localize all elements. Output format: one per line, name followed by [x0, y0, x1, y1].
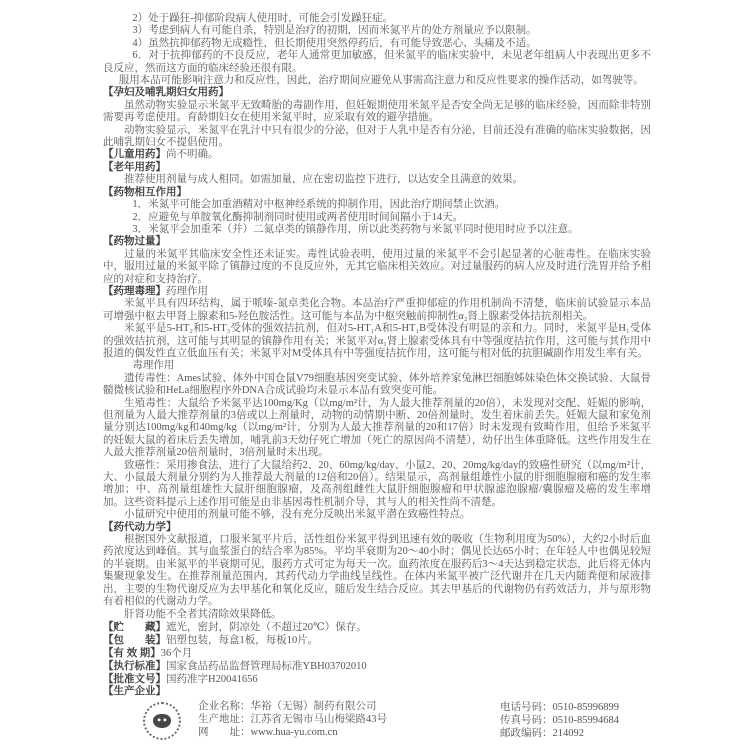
- body-paragraph: 生殖毒性：大鼠给予米氮平达100mg/Kg（以mg/m²计，为人最大推荐剂量的20倍），未发现对交配、妊娠的影响，但剂量为人最大推荐剂量的3倍或以上剂量时，动物的动情期中断、20倍剂量时，发生着床前丢失。妊娠大鼠和家兔剂量分别达100mg/kg和40mg/kg（以mg/m²计，分别为人最大推荐剂量的20和17倍）时未发现有致畸作用，但给予米氮平的妊娠大鼠的着床后丢失增加，哺乳前3天幼仔死亡增加（死亡的原因尚不清楚），幼仔出生体重降低。这些作用发生在人最大推荐剂量20倍剂量时，3倍剂量时未出现。: [103, 397, 651, 459]
- field-value: 铝塑包装，每盒1板，每板10片。: [166, 634, 319, 646]
- interaction-item: 2．应避免与单胺氧化酶抑制剂同时使用或两者使用时间间隔小于14天。: [132, 211, 464, 223]
- precaution-item: 3）考虑到病人有可能自杀，特别是治疗的初期，因而米氮平片的处方剂量应予以限制。: [132, 25, 537, 37]
- body-paragraph: 致癌性：采用掺食法，进行了大鼠给药2、20、60mg/kg/day、小鼠2、20、20mg/kg/day的致癌性研究（以mg/m²计，大、小鼠最大剂量分别约为人推荐最大剂量的12倍和20倍）。结果显示，高剂量组雄性小鼠的肝细胞腺瘤和癌的发生率增加；中、高剂量组雄性大鼠肝细胞腺瘤，及高剂组雌性大鼠肝细胞腺瘤和甲状腺滤泡腺瘤/囊腺瘤及癌的发生率增加。这些资料提示上述作用可能是由非基因毒性机制介导，其与人的相关性尚不清楚。: [103, 459, 651, 508]
- field-storage: [103, 621, 651, 634]
- section-heading-children: 【儿童用药】: [103, 149, 166, 161]
- section-heading-pharmacology: 【药理毒理】: [103, 285, 166, 297]
- field-value: 国家食品药品监督管理局标准YBH03702010: [166, 660, 367, 672]
- field-value: 遮光，密封，阴凉处（不超过20℃）保存。: [166, 621, 367, 633]
- section-heading-manufacturer: 【生产企业】: [103, 685, 166, 697]
- body-paragraph: 动物实验显示，米氮平在乳汁中只有很少的分泌，但对于人乳中是否有分泌，目前还没有准确的临床实验数据，因此哺乳期妇女不提倡使用。: [103, 124, 651, 149]
- toxicology-subhead: 毒理作用: [132, 360, 175, 372]
- section-heading-pharmacokinetics: 【药代动力学】: [103, 521, 177, 533]
- section-heading-overdose: 【药物过量】: [103, 236, 166, 248]
- field-approval-number: [103, 673, 651, 686]
- body-paragraph: 米氮平具有四环结构，属于哌嗪-氮卓类化合物。本品治疗严重抑郁症的作用机制尚不清楚，临床前试验显示本品可增强中枢去甲肾上腺素和5-羟色胺活性。这可能与本品为中枢突触前抑制性α₂肾上腺素受体拮抗剂相关。: [103, 298, 651, 322]
- section-line-children: [103, 149, 651, 161]
- field-label: 企业名称：: [198, 701, 251, 713]
- field-value: 36个月: [160, 647, 193, 659]
- field-label: 【有 效 期】: [103, 647, 161, 659]
- field-label: 电话号码：: [500, 702, 553, 714]
- manufacturer-right-column: [500, 702, 619, 740]
- section-line-pharmacology: [103, 286, 651, 298]
- interaction-item: 3．米氮平会加重苯（并）二氮卓类的镇静作用，所以此类药物与米氮平同时使用时应予以注意。: [132, 223, 579, 235]
- field-value: 0510-85994684: [552, 715, 619, 727]
- company-seal-logo-icon: [143, 702, 181, 740]
- field-value: www.hua-yu.com.cn: [250, 726, 338, 738]
- field-label: 邮政编码：: [500, 727, 553, 739]
- precaution-item: 6．对于抗抑郁药的不良反应，老年人通常更加敏感，但米氮平的临床实验中，未见老年组病人中表现出更多不良反应，然而这方面的临床经验还很有限。: [103, 50, 651, 74]
- manufacturer-block: [103, 701, 651, 743]
- company-seal-mark-icon: [153, 714, 171, 728]
- field-value: 华裕（无锡）制药有限公司: [250, 701, 377, 713]
- interaction-item: 1．米氮平可能会加重酒精对中枢神经系统的抑制作用，因此治疗期间禁止饮酒。: [132, 199, 506, 211]
- field-value: 国药准字H20041656: [166, 673, 258, 685]
- section-heading-pregnancy: 【孕妇及哺乳期妇女用药】: [103, 87, 229, 99]
- body-paragraph: 根据国外文献报道，口服米氮平片后，活性组份米氮平得到迅速有效的吸收（生物利用度为50%），大约2小时后血药浓度达到峰值。其与血浆蛋白的结合率为85%。平均半衰期为20～40小时；偶见长达65小时；在年轻人中也偶见较短的半衰期。由米氮平的半衰期可见，服药方式可定为每天一次。血药浓度在服药后3～4天达到稳定状态，此后将无体内集聚现象发生。在推荐剂量范围内，其药代动力学曲线呈线性。在体内米氮平被广泛代谢并在几天内随粪便和尿液排出，主要的生物代谢反应为去甲基化和氧化反应，随后发生结合反应。其去甲基后的代谢物仍有药效活力，并与原形物有着相似的代谢动力学。: [103, 534, 651, 608]
- section-inline-text: 尚不明确。: [166, 149, 219, 161]
- body-paragraph: 过量的米氮平其临床安全性还未证实。毒性试验表明，使用过量的米氮平不会引起显著的心脏毒性。在临床实验中，服用过量的米氮平除了镇静过度的不良反应外，无其它临床相关效应。对过量服药的病人应及时进行洗胃并给予相应的对症和支持治疗。: [103, 248, 651, 285]
- company-phone-row: [500, 702, 619, 715]
- field-label: 传真号码：: [500, 715, 553, 727]
- field-value: 江苏省无锡市马山梅梁路43号: [250, 714, 387, 726]
- body-paragraph: 推荐使用剂量与成人相同。如需加量，应在密切监控下进行，以达安全且满意的效果。: [124, 174, 523, 186]
- precaution-item: 4）虽然抗抑郁药物无成瘾性，但长期使用突然停药后，有可能导致恶心、头痛及不适。: [132, 37, 537, 49]
- field-packaging: [103, 634, 651, 647]
- field-label: 生产地址：: [198, 714, 251, 726]
- insert-text-column: [103, 13, 651, 743]
- field-label: 【包 装】: [103, 634, 166, 646]
- field-value: 0510-85996899: [552, 702, 619, 714]
- company-fax-row: [500, 715, 619, 728]
- field-label: 【贮 藏】: [103, 621, 166, 633]
- field-label: 网 址：: [198, 726, 251, 738]
- body-paragraph: 小鼠研究中使用的剂量可能不够，没有充分反映出米氮平潜在致癌性特点。: [124, 509, 471, 521]
- body-paragraph: 遗传毒性：Ames试验、体外中国仓鼠V79细胞基因突变试验、体外培养家兔淋巴细胞姊妹染色体交换试验、大鼠骨髓微核试验和HeLa细胞程序外DNA合成试验均未显示本品有致突变可能。: [103, 372, 651, 397]
- section-inline-text: 药理作用: [166, 285, 208, 297]
- field-label: 【批准文号】: [103, 673, 166, 685]
- body-paragraph: 肝肾功能不全者其清除效果降低。: [124, 608, 282, 620]
- field-standard: [103, 660, 651, 673]
- field-value: 214092: [552, 727, 584, 739]
- section-heading-elderly: 【老年用药】: [103, 161, 166, 173]
- field-shelf-life: [103, 647, 651, 660]
- precaution-item: 2）处于躁狂-抑郁阶段病人使用时，可能会引发躁狂症。: [132, 13, 394, 24]
- section-heading-interactions: 【药物相互作用】: [103, 186, 187, 198]
- company-postcode-row: [500, 728, 619, 741]
- precaution-note: 服用本品可能影响注意力和反应性，因此，治疗期间应避免从事需高注意力和反应性要求的操作活动，如驾驶等。: [118, 75, 644, 87]
- body-paragraph: 米氮平是5-HT₂和5-HT₃受体的强效拮抗剂，但对5-HT₁A和5-HT₁B受体没有明显的亲和力。同时，米氮平是H₁受体的强效拮抗剂，这可能与其明显的镇静作用有关；米氮平对α₁肾上腺素受体具有中等强度拮抗作用，这可能与其作用中报道的偶发性直立低血压有关；米氮平对M受体具有中等强度拮抗作用，这可能与相对低的抗胆碱副作用发生率有关。: [103, 323, 651, 359]
- field-label: 【执行标准】: [103, 660, 166, 672]
- body-paragraph: 虽然动物实验显示米氮平无致畸胎的毒副作用，但妊娠期使用米氮平是否安全尚无足够的临床经验，因而除非特别需要再考虑使用。育龄期妇女在使用米氮平时，应采取有效的避孕措施。: [103, 99, 651, 124]
